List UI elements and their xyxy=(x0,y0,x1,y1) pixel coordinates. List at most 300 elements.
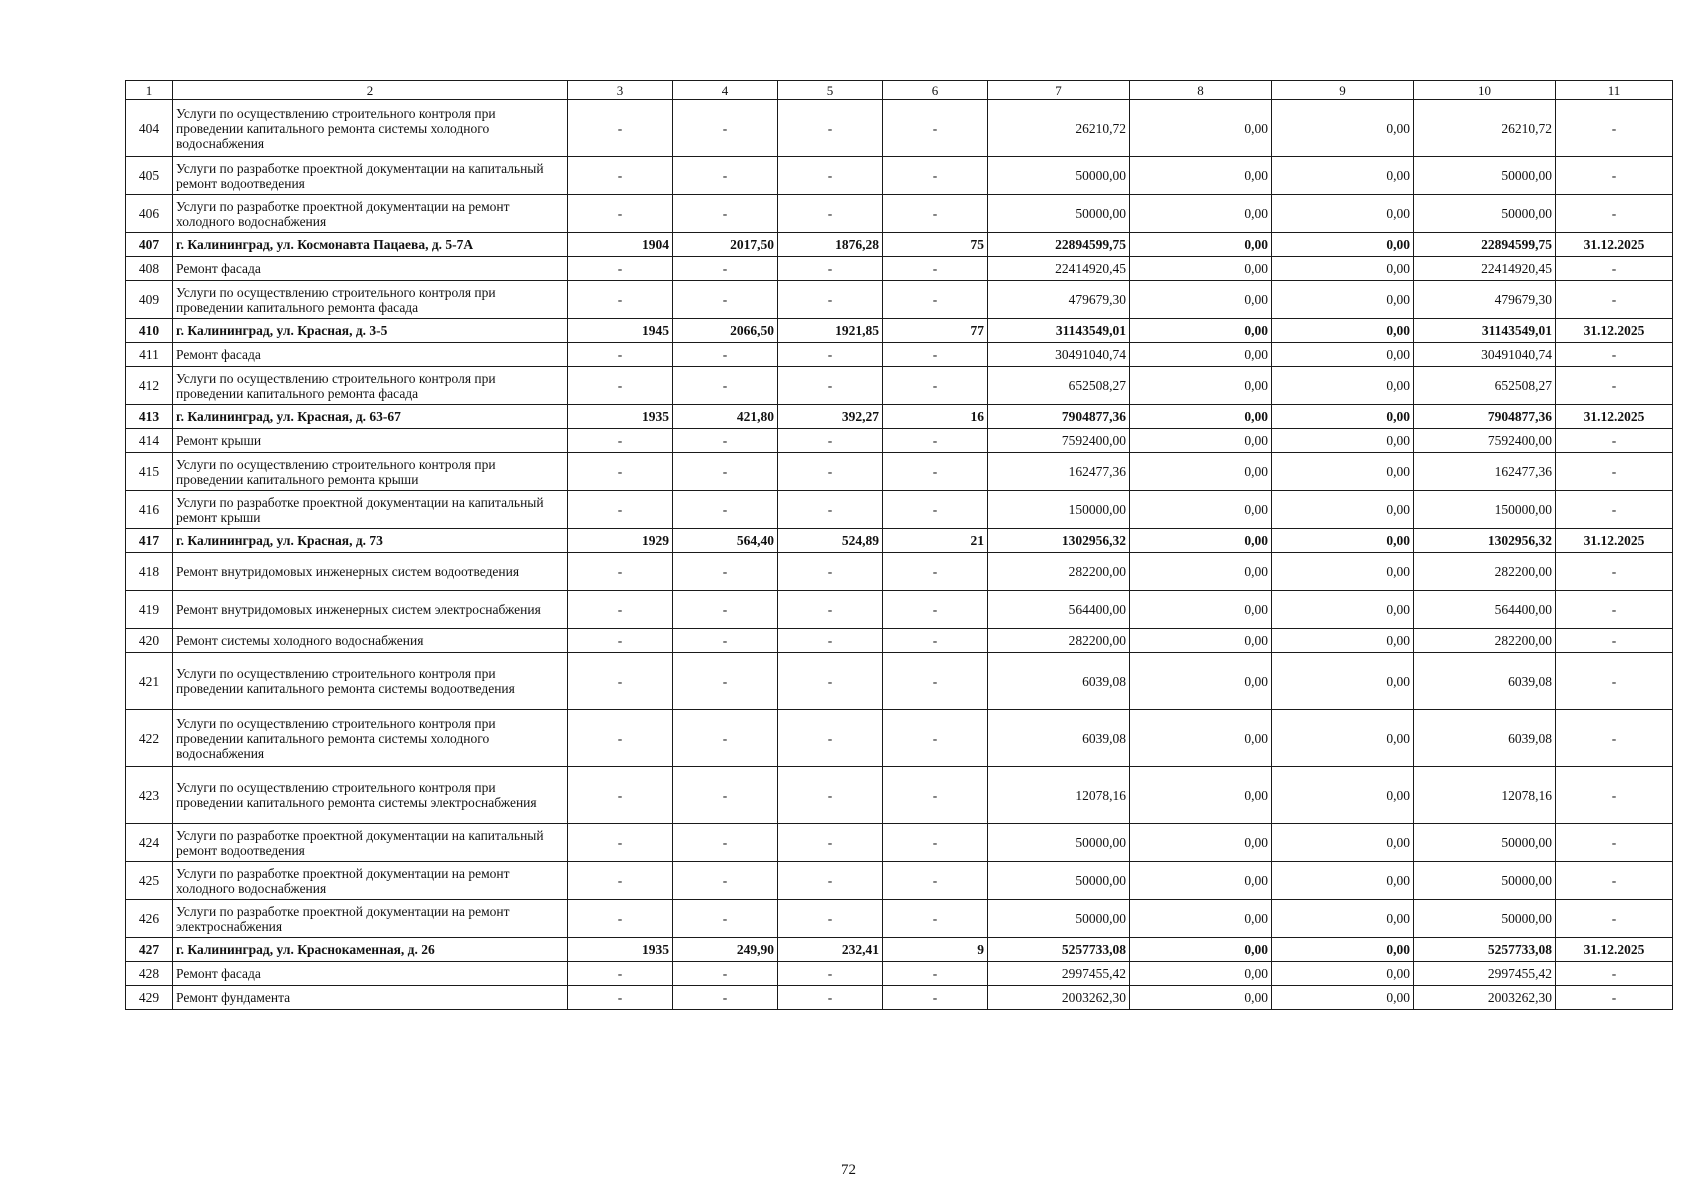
cell-c4: - xyxy=(673,343,778,367)
cell-c4: - xyxy=(673,281,778,319)
cell-c6: - xyxy=(883,157,988,195)
cell-c3: - xyxy=(568,453,673,491)
cell-c10: 564400,00 xyxy=(1414,591,1556,629)
table-row xyxy=(126,233,1673,257)
cell-c9: 0,00 xyxy=(1272,553,1414,591)
cell-c8: 0,00 xyxy=(1130,900,1272,938)
cell-desc: г. Калининград, ул. Красная, д. 73 xyxy=(173,529,568,553)
cell-c3: - xyxy=(568,367,673,405)
cell-c5: - xyxy=(778,429,883,453)
cell-c3: - xyxy=(568,653,673,710)
cell-c8: 0,00 xyxy=(1130,257,1272,281)
cell-c5: 232,41 xyxy=(778,938,883,962)
cell-n: 424 xyxy=(126,824,173,862)
cell-c7: 2997455,42 xyxy=(988,962,1130,986)
page-number: 72 xyxy=(841,1162,856,1178)
cell-desc: Услуги по осуществлению строительного контроля при проведении капитального ремонта фасада xyxy=(173,367,568,405)
cell-c10: 26210,72 xyxy=(1414,100,1556,157)
cell-c9: 0,00 xyxy=(1272,453,1414,491)
cell-c5: - xyxy=(778,591,883,629)
cell-c11: - xyxy=(1556,429,1673,453)
table-row xyxy=(126,157,1673,195)
cell-c8: 0,00 xyxy=(1130,529,1272,553)
cell-n: 426 xyxy=(126,900,173,938)
cell-desc: Ремонт системы холодного водоснабжения xyxy=(173,629,568,653)
cell-c10: 7592400,00 xyxy=(1414,429,1556,453)
cell-c5: - xyxy=(778,553,883,591)
cell-c5: - xyxy=(778,900,883,938)
cell-c7: 7592400,00 xyxy=(988,429,1130,453)
cell-desc: Услуги по разработке проектной документации на ремонт холодного водоснабжения xyxy=(173,195,568,233)
cell-c3: 1935 xyxy=(568,405,673,429)
table-header xyxy=(126,81,1673,100)
cell-c9: 0,00 xyxy=(1272,824,1414,862)
cell-c10: 150000,00 xyxy=(1414,491,1556,529)
document-sheet xyxy=(125,80,1672,1010)
cell-c4: - xyxy=(673,653,778,710)
cell-c4: - xyxy=(673,862,778,900)
cell-c10: 282200,00 xyxy=(1414,629,1556,653)
cell-n: 409 xyxy=(126,281,173,319)
table-row xyxy=(126,862,1673,900)
cell-c8: 0,00 xyxy=(1130,453,1272,491)
cell-n: 421 xyxy=(126,653,173,710)
cell-c6: - xyxy=(883,343,988,367)
cell-desc: Услуги по осуществлению строительного контроля при проведении капитального ремонта системы электроснабжения xyxy=(173,767,568,824)
cell-c6: - xyxy=(883,281,988,319)
table-row xyxy=(126,962,1673,986)
cell-c3: - xyxy=(568,429,673,453)
cell-c9: 0,00 xyxy=(1272,986,1414,1010)
cell-n: 419 xyxy=(126,591,173,629)
table-row xyxy=(126,553,1673,591)
cell-c5: - xyxy=(778,367,883,405)
cell-c11: - xyxy=(1556,257,1673,281)
cell-c7: 282200,00 xyxy=(988,553,1130,591)
cell-c9: 0,00 xyxy=(1272,962,1414,986)
cell-c7: 50000,00 xyxy=(988,157,1130,195)
cell-n: 405 xyxy=(126,157,173,195)
cell-c11: - xyxy=(1556,343,1673,367)
cell-n: 416 xyxy=(126,491,173,529)
cell-c10: 652508,27 xyxy=(1414,367,1556,405)
cell-c3: 1935 xyxy=(568,938,673,962)
cell-desc: Услуги по разработке проектной документации на капитальный ремонт водоотведения xyxy=(173,824,568,862)
cell-c6: - xyxy=(883,195,988,233)
cell-c4: - xyxy=(673,710,778,767)
cell-c10: 50000,00 xyxy=(1414,824,1556,862)
cell-c7: 50000,00 xyxy=(988,195,1130,233)
cell-c5: 1876,28 xyxy=(778,233,883,257)
cell-desc: Ремонт фасада xyxy=(173,343,568,367)
table-row xyxy=(126,629,1673,653)
cell-c8: 0,00 xyxy=(1130,100,1272,157)
cell-c4: - xyxy=(673,591,778,629)
cell-desc: Услуги по разработке проектной документации на капитальный ремонт водоотведения xyxy=(173,157,568,195)
cell-c11: - xyxy=(1556,767,1673,824)
cell-desc: г. Калининград, ул. Космонавта Пацаева, д. 5-7А xyxy=(173,233,568,257)
cell-c7: 50000,00 xyxy=(988,862,1130,900)
table-row xyxy=(126,343,1673,367)
cell-c6: - xyxy=(883,862,988,900)
cell-c11: - xyxy=(1556,591,1673,629)
cell-c9: 0,00 xyxy=(1272,405,1414,429)
cell-c10: 6039,08 xyxy=(1414,653,1556,710)
header-cell-3: 3 xyxy=(568,81,673,100)
cell-c8: 0,00 xyxy=(1130,962,1272,986)
cell-c10: 5257733,08 xyxy=(1414,938,1556,962)
cell-c5: - xyxy=(778,491,883,529)
cell-c11: - xyxy=(1556,962,1673,986)
cell-n: 415 xyxy=(126,453,173,491)
cell-c9: 0,00 xyxy=(1272,157,1414,195)
cell-c8: 0,00 xyxy=(1130,862,1272,900)
cell-c7: 30491040,74 xyxy=(988,343,1130,367)
cell-c8: 0,00 xyxy=(1130,629,1272,653)
cell-c10: 7904877,36 xyxy=(1414,405,1556,429)
table-row xyxy=(126,767,1673,824)
cell-c7: 1302956,32 xyxy=(988,529,1130,553)
cell-c10: 50000,00 xyxy=(1414,195,1556,233)
cell-c3: - xyxy=(568,900,673,938)
cell-n: 408 xyxy=(126,257,173,281)
cell-c4: - xyxy=(673,367,778,405)
cell-c5: - xyxy=(778,100,883,157)
cell-c10: 282200,00 xyxy=(1414,553,1556,591)
table-row xyxy=(126,429,1673,453)
cell-c8: 0,00 xyxy=(1130,653,1272,710)
cell-c11: - xyxy=(1556,862,1673,900)
cell-n: 404 xyxy=(126,100,173,157)
cell-c3: - xyxy=(568,862,673,900)
cell-c10: 1302956,32 xyxy=(1414,529,1556,553)
cell-n: 412 xyxy=(126,367,173,405)
cell-c3: - xyxy=(568,710,673,767)
cell-desc: Услуги по осуществлению строительного контроля при проведении капитального ремонта крыши xyxy=(173,453,568,491)
cell-c5: - xyxy=(778,195,883,233)
cell-c5: - xyxy=(778,343,883,367)
header-cell-7: 7 xyxy=(988,81,1130,100)
cell-c4: 564,40 xyxy=(673,529,778,553)
cell-c10: 22894599,75 xyxy=(1414,233,1556,257)
cell-c6: - xyxy=(883,900,988,938)
cell-n: 428 xyxy=(126,962,173,986)
cell-c9: 0,00 xyxy=(1272,591,1414,629)
repair-table xyxy=(125,80,1673,1010)
cell-c9: 0,00 xyxy=(1272,767,1414,824)
cell-c11: - xyxy=(1556,553,1673,591)
cell-c11: - xyxy=(1556,367,1673,405)
cell-c6: - xyxy=(883,367,988,405)
cell-c3: - xyxy=(568,591,673,629)
cell-c6: - xyxy=(883,710,988,767)
cell-c9: 0,00 xyxy=(1272,900,1414,938)
cell-c8: 0,00 xyxy=(1130,591,1272,629)
header-cell-10: 10 xyxy=(1414,81,1556,100)
cell-c11: - xyxy=(1556,453,1673,491)
cell-c8: 0,00 xyxy=(1130,367,1272,405)
cell-c7: 162477,36 xyxy=(988,453,1130,491)
table-body xyxy=(126,100,1673,1010)
cell-c7: 282200,00 xyxy=(988,629,1130,653)
cell-c9: 0,00 xyxy=(1272,429,1414,453)
cell-c7: 2003262,30 xyxy=(988,986,1130,1010)
cell-c11: 31.12.2025 xyxy=(1556,529,1673,553)
cell-c10: 22414920,45 xyxy=(1414,257,1556,281)
cell-c11: 31.12.2025 xyxy=(1556,938,1673,962)
cell-c9: 0,00 xyxy=(1272,233,1414,257)
cell-desc: Ремонт крыши xyxy=(173,429,568,453)
cell-c8: 0,00 xyxy=(1130,938,1272,962)
cell-c7: 652508,27 xyxy=(988,367,1130,405)
cell-c10: 50000,00 xyxy=(1414,862,1556,900)
cell-c11: - xyxy=(1556,157,1673,195)
table-row xyxy=(126,257,1673,281)
table-row xyxy=(126,653,1673,710)
cell-c3: - xyxy=(568,986,673,1010)
table-row xyxy=(126,281,1673,319)
cell-c6: - xyxy=(883,767,988,824)
cell-c7: 479679,30 xyxy=(988,281,1130,319)
cell-n: 429 xyxy=(126,986,173,1010)
cell-c7: 7904877,36 xyxy=(988,405,1130,429)
cell-c6: 16 xyxy=(883,405,988,429)
cell-c9: 0,00 xyxy=(1272,629,1414,653)
cell-c5: - xyxy=(778,629,883,653)
cell-c7: 6039,08 xyxy=(988,710,1130,767)
cell-c4: 2017,50 xyxy=(673,233,778,257)
cell-c8: 0,00 xyxy=(1130,824,1272,862)
cell-c7: 12078,16 xyxy=(988,767,1130,824)
cell-c6: - xyxy=(883,429,988,453)
cell-c9: 0,00 xyxy=(1272,343,1414,367)
cell-c10: 50000,00 xyxy=(1414,900,1556,938)
cell-c4: - xyxy=(673,824,778,862)
cell-c3: - xyxy=(568,824,673,862)
cell-n: 422 xyxy=(126,710,173,767)
header-cell-8: 8 xyxy=(1130,81,1272,100)
cell-c7: 564400,00 xyxy=(988,591,1130,629)
cell-c9: 0,00 xyxy=(1272,938,1414,962)
cell-c5: - xyxy=(778,862,883,900)
cell-c7: 6039,08 xyxy=(988,653,1130,710)
cell-desc: Услуги по разработке проектной документации на ремонт электроснабжения xyxy=(173,900,568,938)
cell-desc: г. Калининград, ул. Краснокаменная, д. 26 xyxy=(173,938,568,962)
cell-c3: - xyxy=(568,767,673,824)
cell-c4: - xyxy=(673,429,778,453)
cell-desc: г. Калининград, ул. Красная, д. 63-67 xyxy=(173,405,568,429)
cell-c10: 12078,16 xyxy=(1414,767,1556,824)
table-row xyxy=(126,900,1673,938)
cell-c8: 0,00 xyxy=(1130,429,1272,453)
cell-c11: - xyxy=(1556,629,1673,653)
table-row xyxy=(126,405,1673,429)
cell-c5: 1921,85 xyxy=(778,319,883,343)
cell-c10: 479679,30 xyxy=(1414,281,1556,319)
cell-c4: 421,80 xyxy=(673,405,778,429)
cell-c8: 0,00 xyxy=(1130,319,1272,343)
table-row xyxy=(126,591,1673,629)
cell-c5: - xyxy=(778,824,883,862)
cell-c8: 0,00 xyxy=(1130,405,1272,429)
cell-desc: Услуги по осуществлению строительного контроля при проведении капитального ремонта системы холодного водоснабжения xyxy=(173,100,568,157)
cell-c11: - xyxy=(1556,824,1673,862)
cell-c3: - xyxy=(568,195,673,233)
cell-c8: 0,00 xyxy=(1130,157,1272,195)
cell-c6: - xyxy=(883,653,988,710)
cell-c9: 0,00 xyxy=(1272,257,1414,281)
cell-c7: 50000,00 xyxy=(988,900,1130,938)
table-row xyxy=(126,938,1673,962)
cell-c7: 26210,72 xyxy=(988,100,1130,157)
cell-c9: 0,00 xyxy=(1272,367,1414,405)
table-row xyxy=(126,319,1673,343)
cell-n: 406 xyxy=(126,195,173,233)
cell-c9: 0,00 xyxy=(1272,710,1414,767)
cell-c5: 524,89 xyxy=(778,529,883,553)
cell-c3: 1904 xyxy=(568,233,673,257)
cell-n: 417 xyxy=(126,529,173,553)
cell-desc: Ремонт внутридомовых инженерных систем водоотведения xyxy=(173,553,568,591)
cell-c3: - xyxy=(568,157,673,195)
cell-c10: 50000,00 xyxy=(1414,157,1556,195)
cell-c9: 0,00 xyxy=(1272,653,1414,710)
cell-c11: - xyxy=(1556,710,1673,767)
cell-c4: - xyxy=(673,767,778,824)
cell-desc: Ремонт фасада xyxy=(173,962,568,986)
cell-c10: 2997455,42 xyxy=(1414,962,1556,986)
table-row xyxy=(126,453,1673,491)
header-cell-1: 1 xyxy=(126,81,173,100)
cell-c6: - xyxy=(883,100,988,157)
cell-c3: - xyxy=(568,629,673,653)
table-row xyxy=(126,710,1673,767)
cell-c4: - xyxy=(673,453,778,491)
cell-c5: - xyxy=(778,281,883,319)
cell-c5: 392,27 xyxy=(778,405,883,429)
cell-n: 420 xyxy=(126,629,173,653)
cell-c10: 2003262,30 xyxy=(1414,986,1556,1010)
cell-desc: г. Калининград, ул. Красная, д. 3-5 xyxy=(173,319,568,343)
cell-c7: 50000,00 xyxy=(988,824,1130,862)
cell-c9: 0,00 xyxy=(1272,100,1414,157)
cell-n: 410 xyxy=(126,319,173,343)
cell-c9: 0,00 xyxy=(1272,529,1414,553)
cell-n: 407 xyxy=(126,233,173,257)
cell-c9: 0,00 xyxy=(1272,281,1414,319)
header-cell-9: 9 xyxy=(1272,81,1414,100)
cell-c6: - xyxy=(883,629,988,653)
cell-c4: - xyxy=(673,100,778,157)
cell-n: 423 xyxy=(126,767,173,824)
cell-c3: - xyxy=(568,281,673,319)
cell-n: 414 xyxy=(126,429,173,453)
cell-c10: 30491040,74 xyxy=(1414,343,1556,367)
cell-c3: - xyxy=(568,257,673,281)
cell-c5: - xyxy=(778,453,883,491)
cell-c8: 0,00 xyxy=(1130,195,1272,233)
cell-c6: - xyxy=(883,824,988,862)
cell-c5: - xyxy=(778,767,883,824)
cell-c4: - xyxy=(673,195,778,233)
cell-c3: - xyxy=(568,100,673,157)
cell-c9: 0,00 xyxy=(1272,862,1414,900)
cell-c4: - xyxy=(673,491,778,529)
header-cell-11: 11 xyxy=(1556,81,1673,100)
cell-c6: - xyxy=(883,986,988,1010)
cell-desc: Услуги по разработке проектной документации на ремонт холодного водоснабжения xyxy=(173,862,568,900)
cell-desc: Ремонт фундамента xyxy=(173,986,568,1010)
cell-c4: 249,90 xyxy=(673,938,778,962)
cell-c8: 0,00 xyxy=(1130,343,1272,367)
cell-c8: 0,00 xyxy=(1130,553,1272,591)
cell-c7: 22894599,75 xyxy=(988,233,1130,257)
cell-n: 411 xyxy=(126,343,173,367)
cell-c6: 77 xyxy=(883,319,988,343)
cell-c11: - xyxy=(1556,281,1673,319)
cell-c8: 0,00 xyxy=(1130,281,1272,319)
cell-c4: - xyxy=(673,157,778,195)
cell-desc: Услуги по осуществлению строительного контроля при проведении капитального ремонта системы водоотведения xyxy=(173,653,568,710)
cell-desc: Ремонт фасада xyxy=(173,257,568,281)
cell-c10: 6039,08 xyxy=(1414,710,1556,767)
cell-c3: - xyxy=(568,343,673,367)
header-cell-6: 6 xyxy=(883,81,988,100)
cell-c5: - xyxy=(778,157,883,195)
cell-c11: - xyxy=(1556,195,1673,233)
cell-desc: Услуги по разработке проектной документации на капитальный ремонт крыши xyxy=(173,491,568,529)
cell-c9: 0,00 xyxy=(1272,319,1414,343)
cell-c4: - xyxy=(673,629,778,653)
cell-c4: - xyxy=(673,900,778,938)
cell-c6: 75 xyxy=(883,233,988,257)
cell-c8: 0,00 xyxy=(1130,986,1272,1010)
table-row xyxy=(126,529,1673,553)
cell-c6: 9 xyxy=(883,938,988,962)
cell-c5: - xyxy=(778,653,883,710)
table-row xyxy=(126,491,1673,529)
cell-c3: 1945 xyxy=(568,319,673,343)
cell-c4: - xyxy=(673,962,778,986)
cell-c4: - xyxy=(673,553,778,591)
cell-c11: - xyxy=(1556,900,1673,938)
cell-c6: - xyxy=(883,491,988,529)
cell-c7: 150000,00 xyxy=(988,491,1130,529)
cell-n: 418 xyxy=(126,553,173,591)
cell-c11: - xyxy=(1556,653,1673,710)
cell-c11: 31.12.2025 xyxy=(1556,233,1673,257)
cell-c4: 2066,50 xyxy=(673,319,778,343)
header-cell-2: 2 xyxy=(173,81,568,100)
header-cell-5: 5 xyxy=(778,81,883,100)
cell-c6: - xyxy=(883,257,988,281)
cell-c6: - xyxy=(883,553,988,591)
cell-n: 427 xyxy=(126,938,173,962)
cell-desc: Услуги по осуществлению строительного контроля при проведении капитального ремонта системы холодного водоснабжения xyxy=(173,710,568,767)
table-row xyxy=(126,100,1673,157)
cell-c5: - xyxy=(778,962,883,986)
cell-c6: - xyxy=(883,962,988,986)
cell-n: 425 xyxy=(126,862,173,900)
cell-c6: - xyxy=(883,453,988,491)
cell-c11: 31.12.2025 xyxy=(1556,319,1673,343)
cell-c8: 0,00 xyxy=(1130,710,1272,767)
cell-c7: 22414920,45 xyxy=(988,257,1130,281)
cell-c4: - xyxy=(673,986,778,1010)
cell-c6: - xyxy=(883,591,988,629)
cell-c10: 162477,36 xyxy=(1414,453,1556,491)
cell-c3: - xyxy=(568,962,673,986)
